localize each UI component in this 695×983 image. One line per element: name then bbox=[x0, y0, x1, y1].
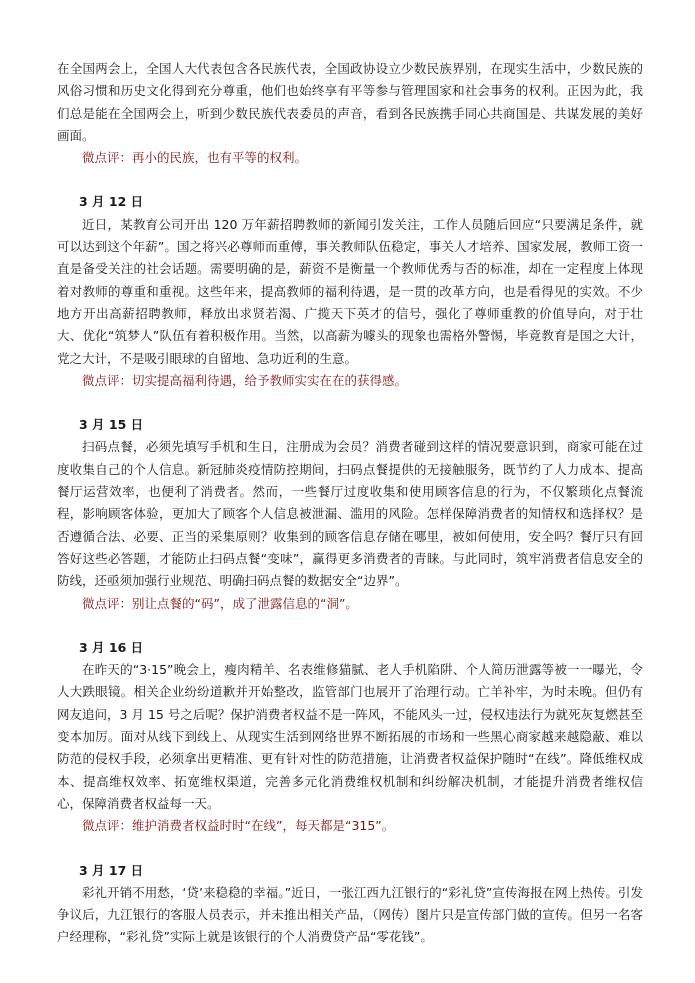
entry-mar-12 bbox=[57, 191, 643, 392]
comment-text: 切实提高福利待遇，给予教师实实在在的获得感。 bbox=[132, 372, 408, 388]
comment-text: 别让点餐的“码”，成了泄露信息的“洞”。 bbox=[132, 595, 358, 611]
entry-mar-15 bbox=[57, 414, 643, 615]
entry-paragraph: 扫码点餐，必须先填写手机和生日，注册成为会员？消费者碰到这样的情况要意识到，商家可能在过度收集自己的个人信息。新冠肺炎疫情防控期间，扫码点餐提供的无接触服务，既节约了人力成本、提高餐厅运营效率，也便利了消费者。然而，一些餐厅过度收集和使用顾客信息的行为，不仅繁琐化点餐流程，影响顾客体验，更加大了顾客个人信息被泄漏、滥用的风险。怎样保障消费者的知情权和选择权？是否遵循合法、必要、正当的采集原则？收集到的顾客信息存储在哪里，被如何使用，安全吗？餐厅只有回答好这些必答题，才能防止扫码点餐“变味”，赢得更多消费者的青睐。与此同时，筑牢消费者信息安全的防线，还亟须加强行业规范、明确扫码点餐的数据安全“边界”。 bbox=[57, 439, 643, 589]
comment-label: 微点评： bbox=[82, 818, 133, 834]
comment-label: 微点评： bbox=[82, 595, 133, 611]
comment-text: 维护消费者权益时时“在线”，每天都是“315”。 bbox=[132, 818, 395, 834]
document-page bbox=[57, 58, 643, 949]
intro-comment bbox=[57, 147, 643, 169]
entry-paragraph: 近日，某教育公司开出 120 万年薪招聘教师的新闻引发关注，工作人员随后回应“只要满足条件，就可以达到这个年薪”。国之将兴必尊师而重傅，事关教师队伍稳定，事关人才培养、国家发展，教师工资一直是备受关注的社会话题。需要明确的是，薪资不是衡量一个教师优秀与否的标准，却在一定程度上体现着对教师的尊重和重视。这些年来，提高教师的福利待遇，是一贯的改革方向，也是看得见的实效。不少地方开出高薪招聘教师，释放出求贤若渴、广揽天下英才的信号，强化了尊师重教的价值导向，对于壮大、优化“筑梦人”队伍有着积极作用。当然，以高薪为噱头的现象也需格外警惕，毕竟教育是国之大计，党之大计，不是吸引眼球的自留地、急功近利的生意。 bbox=[57, 216, 643, 366]
entry-date: 3 月 16 日 bbox=[79, 639, 144, 655]
entry-paragraph: 在昨天的“3·15”晚会上，瘦肉精羊、名表维修猫腻、老人手机陷阱、个人简历泄露等被一一曝光，令人大跌眼镜。相关企业纷纷道歉并开始整改，监管部门也展开了治理行动。亡羊补牢，为时未晚。但仍有网友追问，3 月 15 号之后呢？保护消费者权益不是一阵风，不能风头一过，侵权违法行为就死灰复燃甚至变本加厉。面对从线下到线上、从现实生活到网络世界不断拓展的市场和一些黑心商家越来越隐蔽、难以防范的侵权手段，必须拿出更精准、更有针对性的防范措施，让消费者权益保护随时“在线”。降低维权成本、提高维权效率、拓宽维权渠道，完善多元化消费维权机制和纠纷解决机制，才能提升消费者维权信心，保障消费者权益每一天。 bbox=[57, 662, 643, 811]
entry-date: 3 月 17 日 bbox=[79, 862, 144, 878]
entry-mar-17 bbox=[57, 860, 643, 949]
entry-comment bbox=[57, 815, 643, 837]
entry-mar-16 bbox=[57, 637, 643, 838]
entry-date: 3 月 15 日 bbox=[79, 417, 144, 433]
intro-paragraph: 在全国两会上，全国人大代表包含各民族代表，全国政协设立少数民族界别，在现实生活中，少数民族的风俗习惯和历史文化得到充分尊重，他们也始终享有平等参与管理国家和社会事务的权利。正因为此，我们总是能在全国两会上，听到少数民族代表委员的声音，看到各民族携手同心共商国是、共谋发展的美好画面。 bbox=[57, 61, 643, 143]
comment-label: 微点评： bbox=[82, 372, 133, 388]
comment-text: 再小的民族，也有平等的权利。 bbox=[132, 150, 308, 166]
entry-paragraph: 彩礼开销不用愁，‘贷’来稳稳的幸福。”近日，一张江西九江银行的“彩礼贷”宣传海报在网上热传。引发争议后，九江银行的客服人员表示，并未推出相关产品，（网传）图片只是宣传部门做的宣传。但另一名客户经理称，“彩礼贷”实际上就是该银行的个人消费贷产品“零花钱”。 bbox=[57, 884, 643, 945]
entry-comment bbox=[57, 370, 643, 392]
entry-comment bbox=[57, 593, 643, 615]
entry-date: 3 月 12 日 bbox=[79, 194, 144, 210]
comment-label: 微点评： bbox=[82, 150, 133, 166]
